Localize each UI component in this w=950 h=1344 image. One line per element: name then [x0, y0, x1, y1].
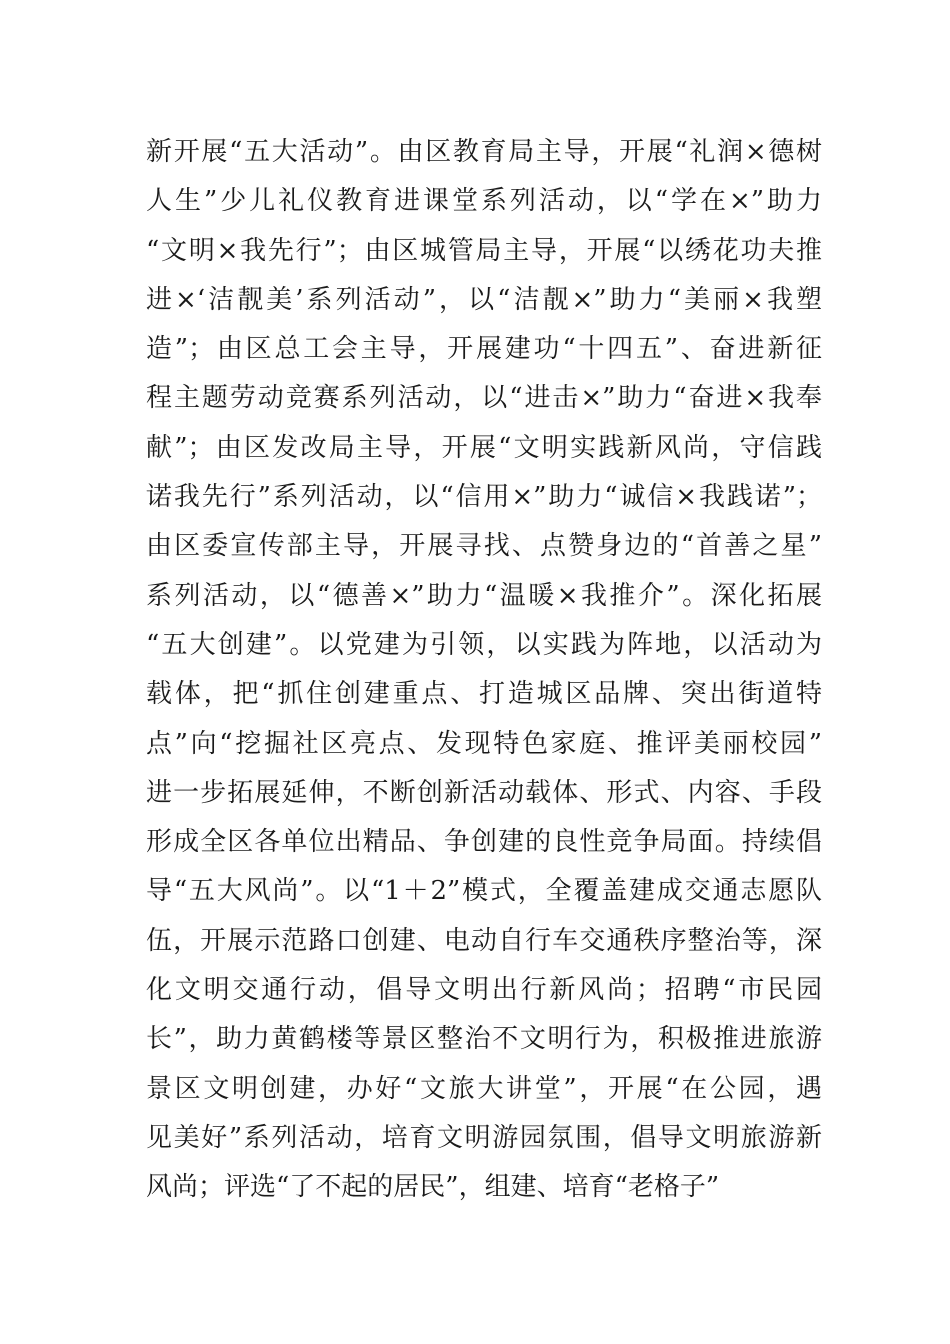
- text-line: 诺我先行”系列活动，以“信用×”助力“诚信×我践诺”；: [146, 482, 822, 513]
- body-paragraph: [146, 128, 846, 1213]
- text-line: 化文明交通行动，倡导文明出行新风尚；招聘“市民园: [146, 975, 822, 1006]
- text-line: “五大创建”。以党建为引领，以实践为阵地，以活动为: [146, 629, 822, 660]
- text-line: 形成全区各单位出精品、争创建的良性竞争局面。持续倡: [146, 827, 822, 858]
- text-line: 点”向“挖掘社区亮点、发现特色家庭、推评美丽校园”: [146, 728, 822, 759]
- text-line: 系列活动，以“德善×”助力“温暖×我推介”。深化拓展: [146, 580, 822, 611]
- text-line: 由区委宣传部主导，开展寻找、点赞身边的“首善之星”: [146, 531, 822, 562]
- text-line: “文明×我先行”；由区城管局主导，开展“以绣花功夫推: [146, 235, 822, 266]
- text-line: 人生”少儿礼仪教育进课堂系列活动，以“学在×”助力: [146, 186, 822, 217]
- text-line: 献”；由区发改局主导，开展“文明实践新风尚，守信践: [146, 432, 822, 463]
- text-line: 风尚；评选“了不起的居民”，组建、培育“老格子”: [146, 1172, 720, 1203]
- text-line: 见美好”系列活动，培育文明游园氛围，倡导文明旅游新: [146, 1122, 822, 1153]
- text-line: 新开展“五大活动”。由区教育局主导，开展“礼润×德树: [146, 137, 822, 167]
- text-line: 进一步拓展延伸，不断创新活动载体、形式、内容、手段: [146, 777, 822, 808]
- text-line: 长”，助力黄鹤楼等景区整治不文明行为，积极推进旅游: [146, 1024, 822, 1055]
- text-line: 景区文明创建，办好“文旅大讲堂”，开展“在公园，遇: [146, 1073, 822, 1104]
- text-line: 载体，把“抓住创建重点、打造城区品牌、突出街道特: [146, 679, 822, 710]
- text-line: 进×‘洁靓美’系列活动”，以“洁靓×”助力“美丽×我塑: [146, 284, 822, 315]
- text-line: 程主题劳动竞赛系列活动，以“进击×”助力“奋进×我奉: [146, 383, 822, 414]
- text-line: 导“五大风尚”。以“1＋2”模式，全覆盖建成交通志愿队: [146, 876, 822, 907]
- text-line: 伍，开展示范路口创建、电动自行车交通秩序整治等，深: [146, 925, 822, 956]
- text-line: 造”；由区总工会主导，开展建功“十四五”、奋进新征: [146, 334, 822, 365]
